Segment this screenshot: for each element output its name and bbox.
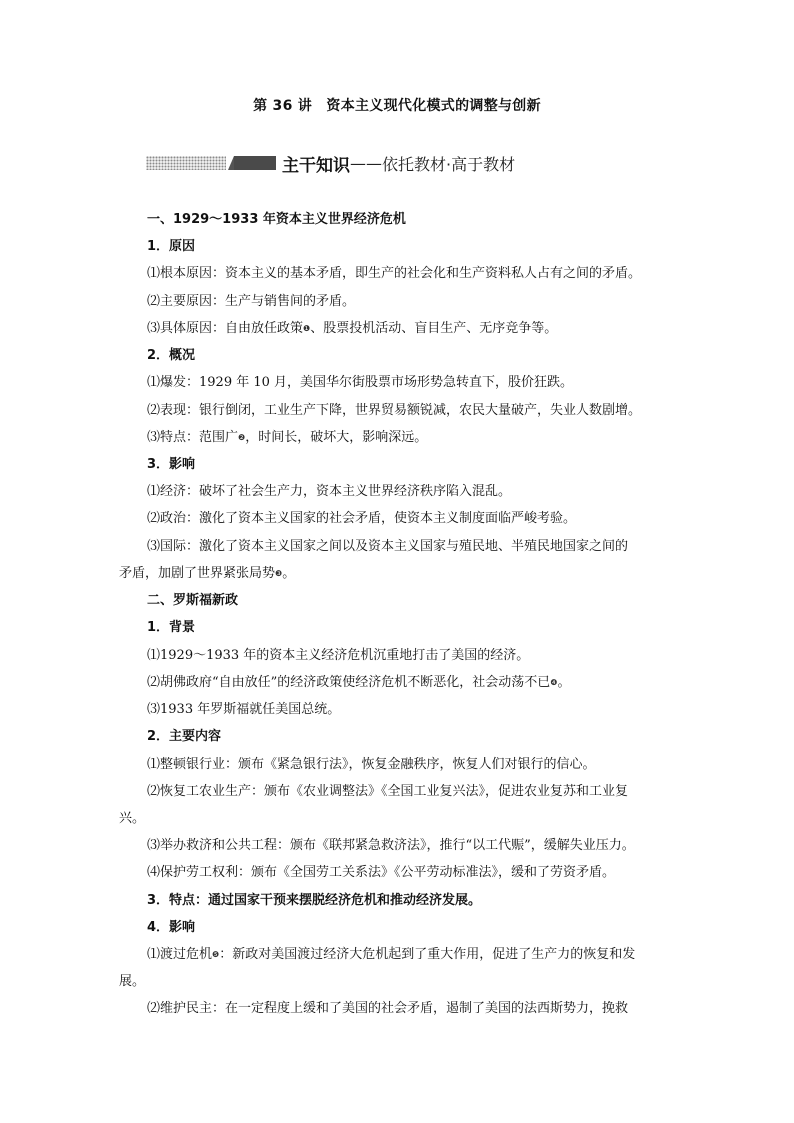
line-21: ⑵恢复工农业生产：颁布《农业调整法》《全国工业复兴法》，促进农业复苏和工业复: [147, 783, 629, 799]
banner-dash: ——: [350, 153, 382, 173]
line-9: 3．影响: [147, 457, 196, 473]
line-16: ⑴1929～1933 年的资本主义经济危机沉重地打击了美国的经济。: [147, 647, 530, 663]
line-28: 展。: [119, 974, 146, 990]
line-6: ⑴爆发：1929 年 10 月，美国华尔街股票市场形势急转直下，股价狂跌。: [147, 375, 574, 391]
line-7: ⑵表现：银行倒闭，工业生产下降，世界贸易额锐减，农民大量破产，失业人数剧增。: [147, 402, 642, 418]
line-11: ⑵政治：激化了资本主义国家的社会矛盾，使资本主义制度面临严峻考验。: [147, 511, 577, 527]
line-20: ⑴整顿银行业：颁布《紧急银行法》，恢复金融秩序，恢复人们对银行的信心。: [147, 756, 596, 772]
line-2: ⑴根本原因：资本主义的基本矛盾，即生产的社会化和生产资料私人占有之间的矛盾。: [147, 266, 642, 282]
line-17: ⑵胡佛政府“自由放任”的经济政策使经济危机不断恶化，社会动荡不已❹。: [147, 674, 571, 690]
annotation-marker: ❹: [550, 677, 558, 687]
line-27: ⑴渡过危机❺：新政对美国渡过经济大危机起到了重大作用，促进了生产力的恢复和发: [147, 947, 636, 963]
banner-dotted-decoration: [146, 156, 226, 170]
banner-bar-decoration: [234, 156, 276, 170]
line-12: ⑶国际：激化了资本主义国家之间以及资本主义国家与殖民地、半殖民地国家之间的: [147, 538, 629, 554]
line-26: 4．影响: [147, 919, 196, 935]
annotation-marker: ❺: [212, 949, 220, 959]
line-4: ⑶具体原因：自由放任政策❶、股票投机活动、盲目生产、无序竞争等。: [147, 320, 558, 336]
line-25: 3．特点：通过国家干预来摆脱经济危机和推动经济发展。: [147, 892, 482, 908]
line-1: 1．原因: [147, 239, 196, 255]
line-14: 二、罗斯福新政: [147, 593, 239, 609]
document-body: [119, 206, 677, 1023]
banner-subtitle: 依托教材·高于教材: [382, 154, 516, 174]
line-18: ⑶1933 年罗斯福就任美国总统。: [147, 702, 341, 718]
annotation-marker: ❷: [238, 432, 246, 442]
line-29: ⑵维护民主：在一定程度上缓和了美国的社会矛盾，遏制了美国的法西斯势力，挽救: [147, 1001, 629, 1017]
line-23: ⑶举办救济和公共工程：颁布《联邦紧急救济法》，推行“以工代赈”，缓解失业压力。: [147, 838, 635, 854]
line-15: 1．背景: [147, 620, 196, 636]
annotation-marker: ❶: [303, 323, 311, 333]
line-10: ⑴经济：破坏了社会生产力，资本主义世界经济秩序陷入混乱。: [147, 484, 512, 500]
banner-main-title: 主干知识: [282, 155, 350, 176]
line-8: ⑶特点：范围广❷，时间长，破坏大，影响深远。: [147, 429, 428, 445]
line-19: 2．主要内容: [147, 729, 222, 745]
line-5: 2．概况: [147, 348, 196, 364]
section-banner: [146, 150, 515, 176]
line-13: 矛盾，加剧了世界紧张局势❸。: [119, 565, 296, 581]
line-0: 一、1929～1933 年资本主义世界经济危机: [147, 212, 406, 227]
line-24: ⑷保护劳工权利：颁布《全国劳工关系法》《公平劳动标准法》，缓和了劳资矛盾。: [147, 865, 616, 881]
line-22: 兴。: [119, 810, 146, 826]
line-3: ⑵主要原因：生产与销售间的矛盾。: [147, 293, 356, 309]
page-title: 第 36 讲 资本主义现代化模式的调整与创新: [253, 98, 541, 114]
annotation-marker: ❸: [275, 568, 283, 578]
